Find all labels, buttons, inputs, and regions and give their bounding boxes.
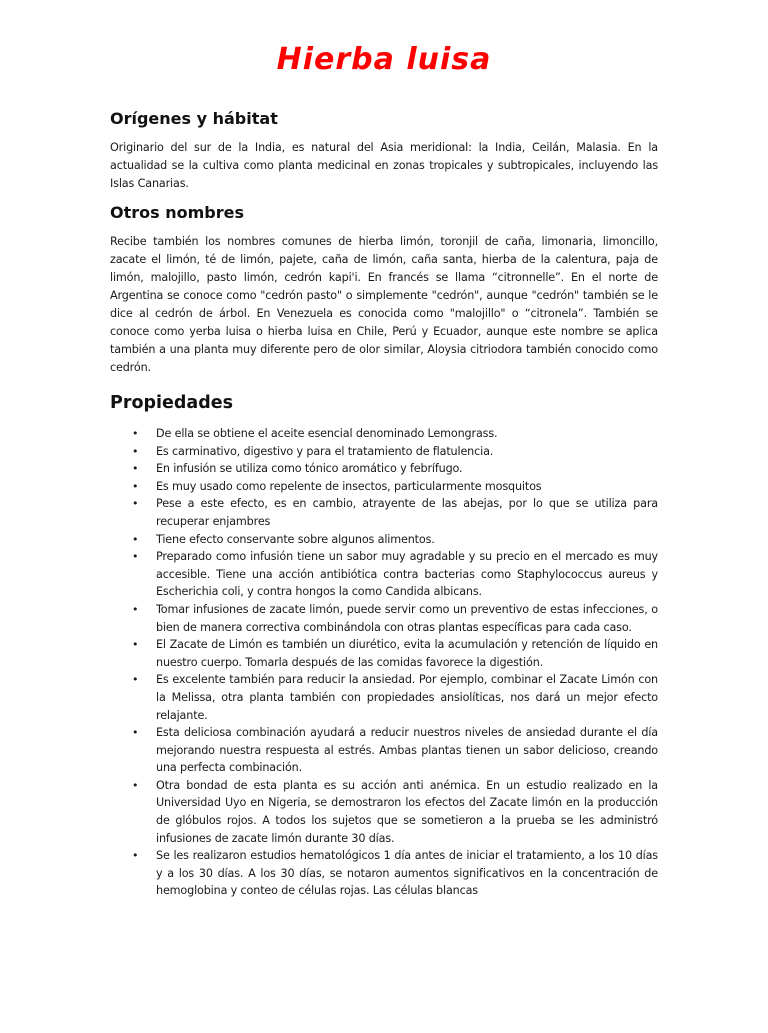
bullet-icon: • [132, 444, 139, 458]
section-heading-names: Otros nombres [110, 203, 244, 222]
property-item [110, 636, 658, 671]
property-item [110, 495, 658, 530]
property-item [110, 671, 658, 724]
bullet-icon: • [132, 550, 139, 564]
bullet-icon: • [132, 497, 139, 511]
document-title: Hierba luisa [276, 42, 492, 77]
property-text: El Zacate de Limón es también un diurético, evita la acumulación y retención de líquido en nuestro cuerpo. Tomarla después de las comidas favorece la digestión. [156, 638, 658, 669]
bullet-icon: • [132, 427, 139, 440]
property-text: Tomar infusiones de zacate limón, puede servir como un preventivo de estas infecciones, o bien de manera correctiva combinándola con otras plantas específicas para cada caso. [156, 602, 658, 634]
section-heading-origins: Orígenes y hábitat [110, 109, 278, 128]
bullet-icon: • [132, 532, 139, 546]
paragraph-origins: Originario del sur de la India, es natural del Asia meridional: la India, Ceilán, Malasia. En la actualidad se la cultiva como planta medicinal en zonas tropicales y subtropicales, incluyendo las Islas Canarias. [110, 141, 658, 190]
property-item [110, 777, 658, 847]
property-item [110, 724, 658, 777]
properties-list [110, 425, 658, 900]
property-text: Es carminativo, digestivo y para el tratamiento de flatulencia. [156, 444, 494, 458]
property-text: Tiene efecto conservante sobre algunos alimentos. [156, 532, 435, 546]
property-text: Esta deliciosa combinación ayudará a reducir nuestros niveles de ansiedad durante el día mejorando nuestra respuesta al estrés. Ambas plantas tienen un sabor delicioso, creando una perfecta combinación. [156, 726, 658, 775]
property-text: Se les realizaron estudios hematológicos 1 día antes de iniciar el tratamiento, a los 10 días y a los 30 días. A los 30 días, se notaron aumentos significativos en la concentración de hemoglobina y conteo de células rojas. Las células blancas [156, 849, 658, 898]
bullet-icon: • [132, 849, 139, 863]
bullet-icon: • [132, 726, 139, 740]
property-text: Otra bondad de esta planta es su acción anti anémica. En un estudio realizado en la Universidad Uyo en Nigeria, se demostraron los efectos del Zacate limón en la producción de glóbulos rojos. A todos los sujetos que se sometieron a la prueba se les administró infusiones de zacate limón durante 30 días. [156, 778, 658, 845]
paragraph-names: Recibe también los nombres comunes de hierba limón, toronjil de caña, limonaria, limoncillo, zacate el limón, té de limón, pajete, caña de limón, caña santa, hierba de la calentura, paja de limón, malojillo, pasto limón, cedrón kapi'i. En francés se llama “citronnelle”. En el norte de Argentina se conoce como "cedrón pasto" o simplemente "cedrón", aunque "cedrón" también se le dice al cedrón de árbol. En Venezuela es conocida como "malojillo" o “citronela”. También se conoce como yerba luisa o hierba luisa en Chile, Perú y Ecuador, aunque este nombre se aplica también a una planta muy diferente pero de olor similar, Aloysia citriodora también conocido como cedrón. [110, 235, 658, 374]
bullet-icon: • [132, 479, 139, 493]
property-item [110, 531, 658, 549]
property-item [110, 478, 658, 496]
bullet-icon: • [132, 602, 139, 616]
property-text: Es muy usado como repelente de insectos, particularmente mosquitos [156, 479, 542, 493]
property-text: Preparado como infusión tiene un sabor muy agradable y su precio en el mercado es muy accesible. Tiene una acción antibiótica contra bacterias como Staphylococcus aureus y Escherichia coli, y contra hongos la como Candida albicans. [156, 550, 658, 599]
property-item [110, 425, 658, 443]
property-text: De ella se obtiene el aceite esencial denominado Lemongrass. [156, 427, 498, 440]
property-text: Pese a este efecto, es en cambio, atrayente de las abejas, por lo que se utiliza para recuperar enjambres [156, 497, 658, 528]
property-item [110, 847, 658, 900]
property-item [110, 460, 658, 478]
property-item [110, 443, 658, 461]
bullet-icon: • [132, 778, 139, 792]
property-item [110, 601, 658, 636]
property-text: Es excelente también para reducir la ansiedad. Por ejemplo, combinar el Zacate Limón con la Melissa, otra planta también con propiedades ansiolíticas, nos dará un mejor efecto relajante. [156, 673, 658, 722]
bullet-icon: • [132, 673, 139, 687]
document-body [110, 108, 658, 1033]
bullet-icon: • [132, 638, 139, 652]
property-text: En infusión se utiliza como tónico aromático y febrífugo. [156, 462, 463, 476]
property-item [110, 548, 658, 601]
bullet-icon: • [132, 462, 139, 476]
section-heading-properties: Propiedades [110, 393, 234, 413]
